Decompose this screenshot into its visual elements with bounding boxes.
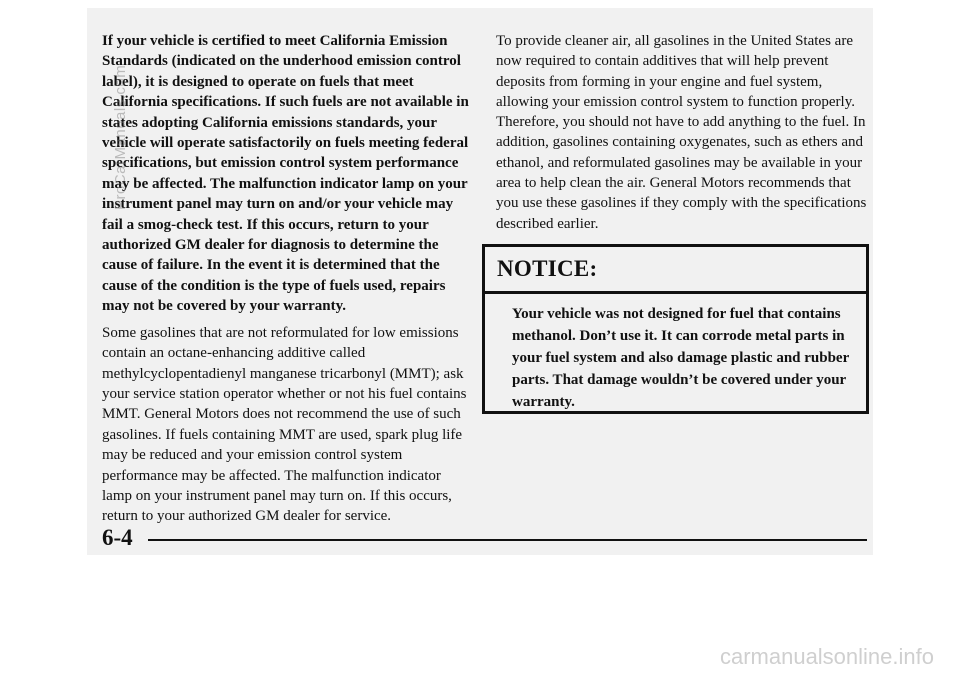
bottom-watermark: carmanualsonline.info [719, 644, 934, 669]
side-watermark: ProCarManuals.com [112, 64, 129, 210]
left-column [102, 31, 472, 533]
notice-heading: NOTICE: [485, 247, 866, 294]
california-emission-paragraph: If your vehicle is certified to meet California Emission Standards (indicated on the underhood emission control label), it is designed to operate on fuels that meet California specifications. If such fuels are not available in states adopting California emissions standards, your vehicle will operate satisfactorily on fuels meeting federal specifications, but emission control system performance may be affected. The malfunction indicator lamp on your instrument panel may turn on and/or your vehicle may fail a smog-check test. If this occurs, return to your authorized GM dealer for diagnosis to determine the cause of failure. In the event it is determined that the cause of the condition is the type of fuels used, repairs may not be covered by your warranty. [102, 33, 469, 315]
page-footer [102, 525, 867, 551]
notice-box [482, 244, 869, 414]
right-column [496, 31, 868, 234]
mmt-paragraph: Some gasolines that are not reformulated for low emissions contain an octane-enhancing additive called methylcyclopentadienyl manganese tricarbonyl (MMT); ask your service station operator whether or not his fuel contains MMT. General Motors does not recommend the use of such gasolines. If fuels containing MMT are used, spark plug life may be reduced and your emission control system performance may be affected. The malfunction indicator lamp on your instrument panel may turn on. If this occurs, return to your authorized GM dealer for service. [102, 324, 467, 525]
cleaner-air-paragraph: To provide cleaner air, all gasolines in the United States are now required to contain additives that will help prevent deposits from forming in your engine and fuel system, allowing your emission control system to function properly. Therefore, you should not have to add anything to the fuel. In addition, gasolines containing oxygenates, such as ethers and ethanol, and reformulated gasolines may be available in your area to help clean the air. General Motors recommends that you use these gasolines if they comply with the specifications described earlier. [496, 33, 867, 232]
footer-rule [148, 539, 867, 541]
page-number: 6-4 [102, 525, 133, 550]
notice-body: Your vehicle was not designed for fuel that contains methanol. Don’t use it. It can corrode metal parts in your fuel system and also damage plastic and rubber parts. That damage wouldn’t be covered under your warranty. [512, 306, 849, 410]
